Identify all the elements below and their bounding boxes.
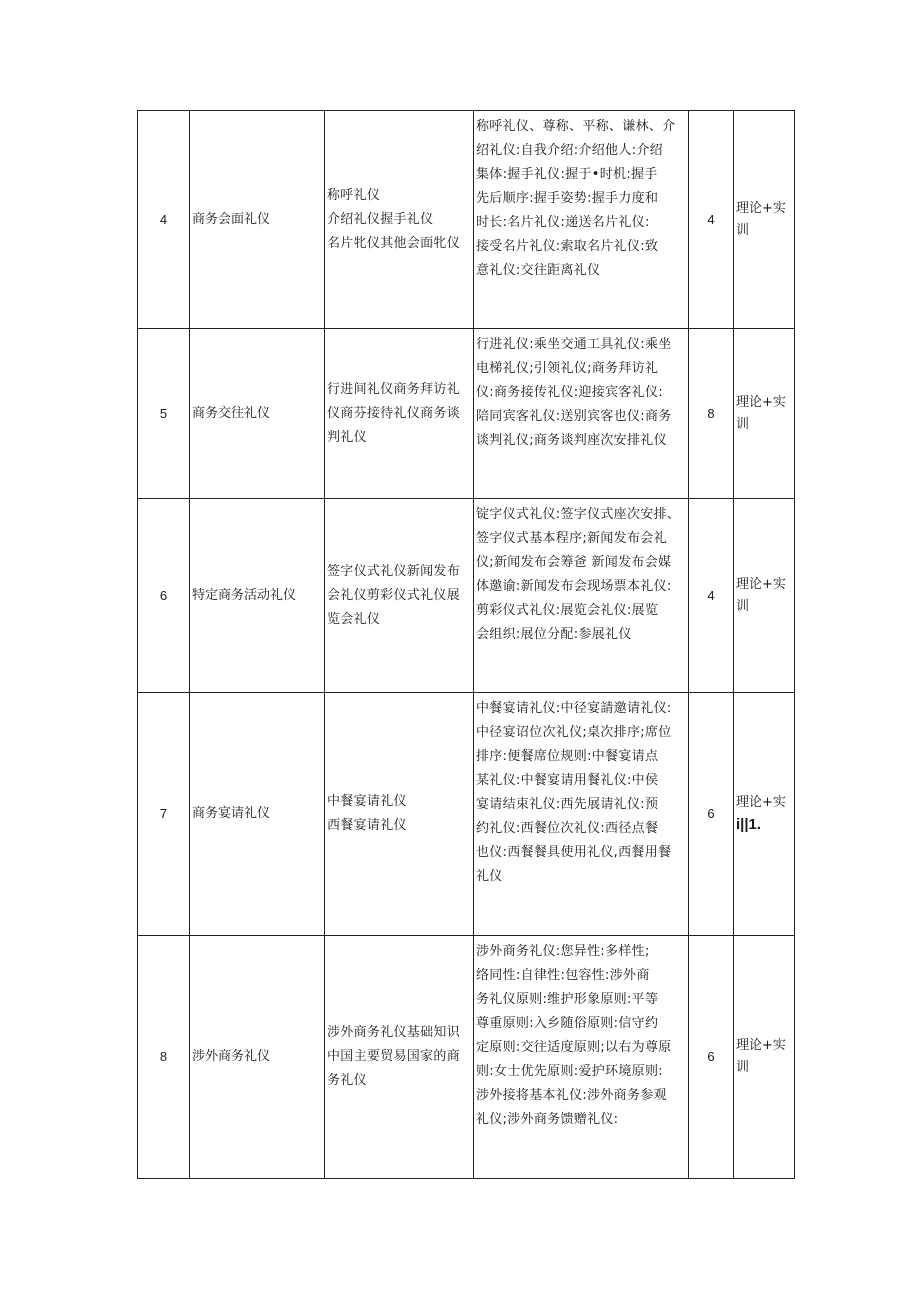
module-topics-text: 称呼礼仪 介绍礼仪握手礼仪 名片牝仪其他会面牝仪 bbox=[327, 187, 461, 251]
module-content-text: 称呼礼仪、尊称、平称、谦林、介 绍礼仪:自我介绍:介绍他人:介绍 集体:握手礼仪:握于•时机:握手 先后顺序:握手姿势:握手力度和 时长:名片礼仪:递送名片礼仪: 接受名片礼仪:索取名片礼仪:致 意礼仪:交往距离礼仪 bbox=[476, 119, 676, 278]
module-content bbox=[474, 329, 689, 499]
row-number: 6 bbox=[138, 499, 190, 693]
module-name: 特定商务活动礼仪 bbox=[190, 499, 325, 693]
module-hours: 6 bbox=[689, 936, 734, 1179]
teaching-method bbox=[734, 499, 795, 693]
module-hours: 4 bbox=[689, 499, 734, 693]
teaching-method-line1: 理论+实 bbox=[736, 576, 786, 592]
module-topics bbox=[325, 499, 474, 693]
module-content bbox=[474, 936, 689, 1179]
module-topics bbox=[325, 693, 474, 936]
module-hours: 8 bbox=[689, 329, 734, 499]
module-hours: 4 bbox=[689, 111, 734, 329]
teaching-method bbox=[734, 329, 795, 499]
module-content-text: 锭字仪式礼仪:签字仪式座次安排、 签字仪式基本程序;新闻发布会礼 仪;新闻发布会筹爸 新闻发布会媒 体邀谕:新闻发布会现场票本礼仪: 剪彩仪式礼仪:展览会礼仪:展览 会组织:展位分配:参展礼仪 bbox=[476, 507, 681, 642]
module-topics bbox=[325, 111, 474, 329]
table-row bbox=[138, 499, 795, 693]
row-number: 7 bbox=[138, 693, 190, 936]
course-syllabus-table bbox=[137, 110, 795, 1179]
module-name: 涉外商务礼仪 bbox=[190, 936, 325, 1179]
module-topics-text: 涉外商务礼仪基础知识 中国主要贸易国家的商 务礼仪 bbox=[327, 1025, 461, 1088]
module-content bbox=[474, 111, 689, 329]
teaching-method-line1: 理论+实 bbox=[736, 200, 786, 216]
table-row bbox=[138, 111, 795, 329]
teaching-method-line2: 训 bbox=[736, 416, 750, 432]
teaching-method-line2: 训 bbox=[736, 1060, 750, 1075]
teaching-method bbox=[734, 693, 795, 936]
module-hours: 6 bbox=[689, 693, 734, 936]
teaching-method bbox=[734, 111, 795, 329]
table-row bbox=[138, 329, 795, 499]
row-number: 4 bbox=[138, 111, 190, 329]
teaching-method-line2: 训 bbox=[736, 598, 750, 614]
teaching-method-line1: 理论+实 bbox=[736, 394, 786, 410]
module-name: 商务宴请礼仪 bbox=[190, 693, 325, 936]
row-number: 8 bbox=[138, 936, 190, 1179]
teaching-method-line2: i||1. bbox=[736, 816, 762, 833]
module-topics-text: 中餐宴请礼仪 西餐宴请礼仪 bbox=[327, 794, 407, 833]
module-topics bbox=[325, 936, 474, 1179]
teaching-method bbox=[734, 936, 795, 1179]
module-name: 商务会面礼仪 bbox=[190, 111, 325, 329]
module-topics-text: 行进间礼仪商务拜访礼 仪商芬接待礼仪商务谈 判礼仪 bbox=[327, 381, 461, 445]
module-content bbox=[474, 499, 689, 693]
module-content bbox=[474, 693, 689, 936]
module-name: 商务交往礼仪 bbox=[190, 329, 325, 499]
teaching-method-line2: 训 bbox=[736, 222, 750, 238]
module-content-text: 涉外商务礼仪:您异性:多样性; 络同性:自律性:包容性:涉外商 务礼仪原则:维护形象原则:平等 尊重原则:入乡随俗原则:信守约 定原则:交往适度原则;以右为尊原 则:女士优先原则:爱护环境原则: 涉外接将基本礼仪:涉外商务参观 礼仪;涉外商务馈赠礼仪: bbox=[476, 944, 672, 1127]
row-number: 5 bbox=[138, 329, 190, 499]
teaching-method-line1: 理论+实 bbox=[736, 1038, 786, 1053]
module-topics bbox=[325, 329, 474, 499]
table-row bbox=[138, 936, 795, 1179]
module-topics-text: 签字仪式礼仪新闻发布 会礼仪剪彩仪式礼仪展 览会礼仪 bbox=[327, 563, 461, 627]
module-content-text: 行进礼仪:乘坐交通工具礼仪:乘坐 电梯礼仪;引领礼仪;商务拜访礼 仪:商务接传礼仪:迎接宾客礼仪: 陪同宾客礼仪:送别宾客也仪:商务 谈判礼仪;商务谈判座次安排礼仪 bbox=[476, 337, 672, 448]
table-row bbox=[138, 693, 795, 936]
teaching-method-line1: 理论+实 bbox=[736, 795, 786, 810]
module-content-text: 中餐宴请礼仪:中径宴請邀请礼仪: 中径宴诏位次礼仪;桌次排序;席位 排序:便餐席位规则:中餐宴请点 某礼仪:中餐宴请用餐礼仪:中侯 宴请结束礼仪:西先展请礼仪:预 约礼仪:西餐位次礼仪:西径点餐 也仪:西餐餐具使用礼仪,西餐用餐 礼仪 bbox=[476, 701, 672, 884]
